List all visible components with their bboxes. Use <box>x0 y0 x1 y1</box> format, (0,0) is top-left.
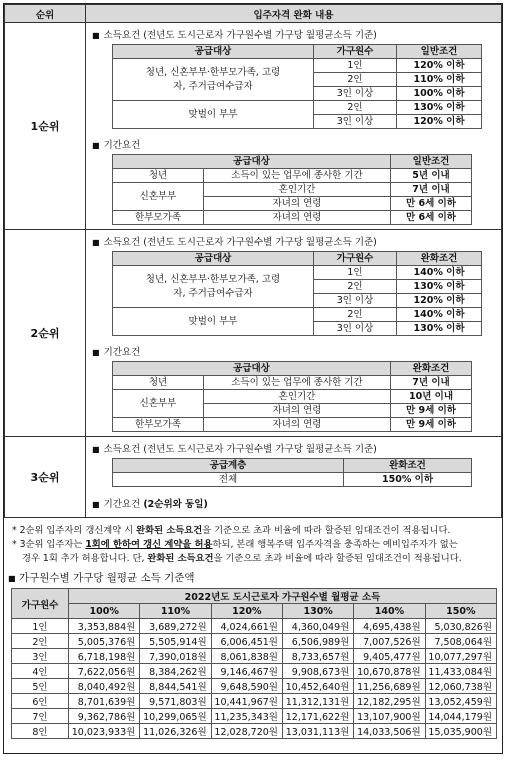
income-row-size: 7인 <box>12 709 69 724</box>
note-2: * 3순위 입주자는 1회에 한하여 갱신 계약을 허용하되, 본래 행복주택 입주자격을 충족하는 예비입주자가 없는 <box>12 539 458 550</box>
rank2-period-table <box>112 361 472 432</box>
rank1-period-single-desc: 자녀의 연령 <box>204 211 391 225</box>
rank1-period-header-cond: 일반조건 <box>391 155 472 169</box>
rank2-period-single-cond: 만 9세 이하 <box>391 418 472 432</box>
rank3-income-target: 전체 <box>113 473 344 487</box>
rank2-period-header-target: 공급대상 <box>113 362 391 376</box>
income-cell: 6,506,989원 <box>282 634 353 649</box>
income-cell: 8,701,639원 <box>69 694 140 709</box>
income-section-title: ■ 가구원수별 가구당 월평균 소득 기준액 <box>8 572 195 584</box>
table-row <box>12 664 497 679</box>
rank1-period-youth: 청년 <box>113 169 204 183</box>
rank1-income-group1-name: 청년, 신혼부부·한부모가족, 고령자, 주거급여수급자 <box>113 59 314 101</box>
rank2-period-single: 한부모가족 <box>113 418 204 432</box>
income-cell: 10,452,640원 <box>282 679 353 694</box>
income-cell: 3,353,884원 <box>69 619 140 634</box>
rank1-income-size: 3인 이상 <box>314 87 397 101</box>
income-cell: 5,030,826원 <box>425 619 496 634</box>
income-cell: 4,024,661원 <box>211 619 282 634</box>
rank1-income-header-target: 공급대상 <box>113 45 314 59</box>
table-row <box>12 724 497 739</box>
rank1-income-header-cond: 일반조건 <box>397 45 482 59</box>
rank2-income-cond: 140% 이하 <box>397 266 482 280</box>
rank1-period-newlywed-desc2: 자녀의 연령 <box>204 197 391 211</box>
rank1-period-newlywed: 신혼부부 <box>113 183 204 211</box>
rank1-income-cond: 110% 이하 <box>397 73 482 87</box>
rank2-content <box>86 230 502 437</box>
income-cell: 7,508,064원 <box>425 634 496 649</box>
income-cell: 12,171,622원 <box>282 709 353 724</box>
table-row <box>12 619 497 634</box>
rank1-income-size: 2인 <box>314 73 397 87</box>
rank2-income-size: 3인 이상 <box>314 294 397 308</box>
income-cell: 11,312,131원 <box>282 694 353 709</box>
rank-header: 순위 <box>5 5 86 23</box>
note-2-continued: 경우 1회 추가 허용합니다. 단, 완화된 소득요건을 기준으로 초과 비율에 따라 할증된 임대조건이 적용됩니다. <box>22 553 462 564</box>
rank2-income-size: 2인 <box>314 280 397 294</box>
income-cell: 12,060,738원 <box>425 679 496 694</box>
rank2-income-group1-name: 청년, 신혼부부·한부모가족, 고령자, 주거급여수급자 <box>113 266 314 308</box>
income-cell: 10,023,933원 <box>69 724 140 739</box>
income-cell: 11,026,326원 <box>140 724 211 739</box>
rank1-income-title: ■ 소득요건 (전년도 도시근로자 가구원수별 가구당 월평균소득 기준) <box>92 30 377 41</box>
income-header-group: 2022년도 도시근로자 가구원수별 월평균 소득 <box>69 589 497 604</box>
rank1-income-size: 1인 <box>314 59 397 73</box>
rank3-income-title: ■ 소득요건 (전년도 도시근로자 가구원수별 가구당 월평균소득 기준) <box>92 444 377 455</box>
rank2-income-size: 2인 <box>314 308 397 322</box>
income-cell: 5,005,376원 <box>69 634 140 649</box>
income-cell: 8,040,492원 <box>69 679 140 694</box>
income-cell: 12,028,720원 <box>211 724 282 739</box>
rank2-income-cond: 120% 이하 <box>397 294 482 308</box>
rank3-income-header-target: 공급계층 <box>113 459 344 473</box>
income-cell: 13,052,459원 <box>425 694 496 709</box>
rank3-period-note: (2순위와 동일) <box>143 499 208 510</box>
rank2-income-size: 1인 <box>314 266 397 280</box>
income-cell: 4,360,049원 <box>282 619 353 634</box>
rank1-label: 1순위 <box>5 23 86 230</box>
income-cell: 9,571,803원 <box>140 694 211 709</box>
rank1-period-newlywed-cond2: 만 6세 이하 <box>391 197 472 211</box>
income-cell: 8,384,262원 <box>140 664 211 679</box>
rank1-period-newlywed-desc1: 혼인기간 <box>204 183 391 197</box>
income-header-percent: 150% <box>425 604 496 619</box>
rank1-period-newlywed-cond1: 7년 이내 <box>391 183 472 197</box>
square-bullet-icon: ■ <box>8 574 16 583</box>
table-row <box>12 649 497 664</box>
income-cell: 9,648,590원 <box>211 679 282 694</box>
rank2-period-header-cond: 완화조건 <box>391 362 472 376</box>
rank1-period-title: ■ 기간요건 <box>92 140 141 151</box>
rank2-period-newlywed: 신혼부부 <box>113 390 204 418</box>
document-page <box>3 3 503 754</box>
rank2-income-header-cond: 완화조건 <box>397 252 482 266</box>
rank1-income-size: 3인 이상 <box>314 115 397 129</box>
income-cell: 7,622,056원 <box>69 664 140 679</box>
income-header-percent: 130% <box>282 604 353 619</box>
content-header: 입주자격 완화 내용 <box>86 5 502 23</box>
rank1-income-header-size: 가구원수 <box>314 45 397 59</box>
rank1-period-youth-cond: 5년 이내 <box>391 169 472 183</box>
rank3-content <box>86 437 502 518</box>
rank2-period-single-desc: 자녀의 연령 <box>204 418 391 432</box>
rank2-period-youth-desc: 소득이 있는 업무에 종사한 기간 <box>204 376 391 390</box>
rank2-income-group2-name: 맞벌이 부부 <box>113 308 314 336</box>
income-cell: 10,299,065원 <box>140 709 211 724</box>
income-cell: 7,390,018원 <box>140 649 211 664</box>
income-cell: 14,033,506원 <box>354 724 425 739</box>
income-cell: 11,256,689원 <box>354 679 425 694</box>
rank1-period-header-target: 공급대상 <box>113 155 391 169</box>
income-cell: 10,670,878원 <box>354 664 425 679</box>
square-bullet-icon: ■ <box>92 31 100 40</box>
rank1-period-table <box>112 154 472 225</box>
rank2-income-size: 3인 이상 <box>314 322 397 336</box>
rank2-period-newlywed-cond1: 10년 이내 <box>391 390 472 404</box>
rank2-period-newlywed-desc1: 혼인기간 <box>204 390 391 404</box>
income-cell: 7,007,526원 <box>354 634 425 649</box>
rank2-period-title: ■ 기간요건 <box>92 347 141 358</box>
income-cell: 6,006,451원 <box>211 634 282 649</box>
table-row <box>12 709 497 724</box>
income-cell: 9,405,477원 <box>354 649 425 664</box>
square-bullet-icon: ■ <box>92 348 100 357</box>
rank1-income-group2-name: 맞벌이 부부 <box>113 101 314 129</box>
rank2-income-title: ■ 소득요건 (전년도 도시근로자 가구원수별 가구당 월평균소득 기준) <box>92 237 377 248</box>
income-cell: 12,182,295원 <box>354 694 425 709</box>
income-row-size: 5인 <box>12 679 69 694</box>
rank2-label: 2순위 <box>5 230 86 437</box>
table-row <box>12 679 497 694</box>
income-table <box>11 588 497 739</box>
rank2-income-header-target: 공급대상 <box>113 252 314 266</box>
income-cell: 4,695,438원 <box>354 619 425 634</box>
rank2-income-cond: 140% 이하 <box>397 308 482 322</box>
rank3-period-title: ■ 기간요건 (2순위와 동일) <box>92 499 208 510</box>
rank1-period-single: 한부모가족 <box>113 211 204 225</box>
rank2-period-newlywed-cond2: 만 9세 이하 <box>391 404 472 418</box>
table-row <box>12 634 497 649</box>
income-row-size: 4인 <box>12 664 69 679</box>
income-cell: 5,505,914원 <box>140 634 211 649</box>
rank2-income-cond: 130% 이하 <box>397 322 482 336</box>
income-cell: 6,718,198원 <box>69 649 140 664</box>
income-row-size: 8인 <box>12 724 69 739</box>
rank2-income-table <box>112 251 482 336</box>
rank1-income-cond: 130% 이하 <box>397 101 482 115</box>
rank2-period-youth: 청년 <box>113 376 204 390</box>
eligibility-table <box>4 4 502 518</box>
income-cell: 10,077,297원 <box>425 649 496 664</box>
rank1-income-size: 2인 <box>314 101 397 115</box>
note-1: * 2순위 입주자의 갱신계약 시 완화된 소득요건을 기준으로 초과 비율에 따라 할증된 임대조건이 적용됩니다. <box>12 525 451 536</box>
rank3-income-header-cond: 완화조건 <box>344 459 472 473</box>
income-header-percent: 140% <box>354 604 425 619</box>
income-cell: 15,035,900원 <box>425 724 496 739</box>
income-row-size: 1인 <box>12 619 69 634</box>
rank1-income-cond: 120% 이하 <box>397 115 482 129</box>
rank1-income-cond: 120% 이하 <box>397 59 482 73</box>
table-row <box>12 694 497 709</box>
income-cell: 3,689,272원 <box>140 619 211 634</box>
income-cell: 9,362,786원 <box>69 709 140 724</box>
income-cell: 13,107,900원 <box>354 709 425 724</box>
income-row-size: 2인 <box>12 634 69 649</box>
rank2-period-newlywed-desc2: 자녀의 연령 <box>204 404 391 418</box>
rank3-income-table <box>112 458 472 487</box>
rank3-income-cond: 150% 이하 <box>344 473 472 487</box>
income-cell: 9,146,467원 <box>211 664 282 679</box>
income-cell: 11,235,343원 <box>211 709 282 724</box>
income-cell: 14,044,179원 <box>425 709 496 724</box>
rank2-period-youth-cond: 7년 이내 <box>391 376 472 390</box>
income-header-percent: 100% <box>69 604 140 619</box>
income-header-percent: 120% <box>211 604 282 619</box>
notes <box>4 518 502 566</box>
rank1-income-cond: 100% 이하 <box>397 87 482 101</box>
income-cell: 9,908,673원 <box>282 664 353 679</box>
income-header-percent: 110% <box>140 604 211 619</box>
rank1-content <box>86 23 502 230</box>
square-bullet-icon: ■ <box>92 238 100 247</box>
rank1-period-youth-desc: 소득이 있는 업무에 종사한 기간 <box>204 169 391 183</box>
income-cell: 13,031,113원 <box>282 724 353 739</box>
square-bullet-icon: ■ <box>92 141 100 150</box>
income-cell: 8,061,838원 <box>211 649 282 664</box>
income-header-size: 가구원수 <box>12 589 69 619</box>
square-bullet-icon: ■ <box>92 500 100 509</box>
income-row-size: 3인 <box>12 649 69 664</box>
rank3-label: 3순위 <box>5 437 86 518</box>
income-cell: 8,733,657원 <box>282 649 353 664</box>
rank2-income-header-size: 가구원수 <box>314 252 397 266</box>
income-cell: 8,844,541원 <box>140 679 211 694</box>
income-row-size: 6인 <box>12 694 69 709</box>
square-bullet-icon: ■ <box>92 445 100 454</box>
rank2-income-cond: 130% 이하 <box>397 280 482 294</box>
rank1-period-single-cond: 만 6세 이하 <box>391 211 472 225</box>
income-cell: 10,441,967원 <box>211 694 282 709</box>
income-cell: 11,433,084원 <box>425 664 496 679</box>
rank1-income-table <box>112 44 482 129</box>
